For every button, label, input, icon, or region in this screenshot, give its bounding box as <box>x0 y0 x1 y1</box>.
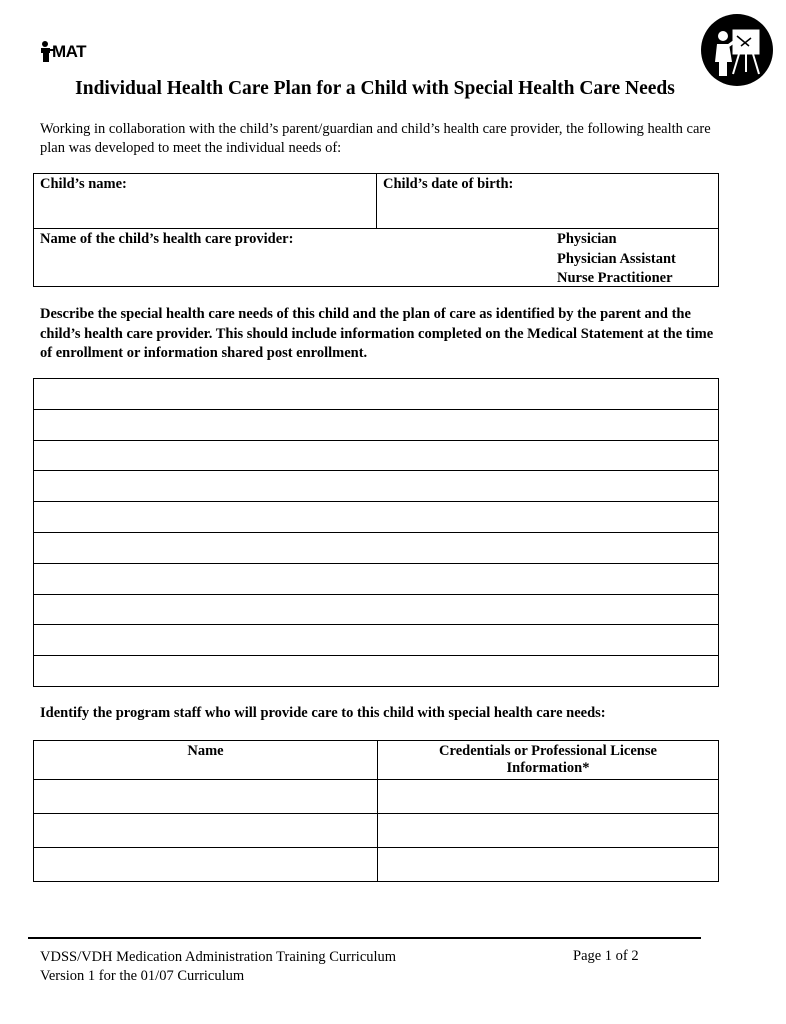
table-row <box>34 780 719 814</box>
child-name-label: Child’s name: <box>40 176 127 192</box>
care-plan-line[interactable] <box>34 563 719 594</box>
provider-type-physician-assistant[interactable]: Physician Assistant <box>557 250 676 267</box>
staff-table <box>33 740 719 882</box>
child-name-field[interactable] <box>34 174 377 229</box>
provider-type-physician[interactable]: Physician <box>557 231 617 247</box>
credentials-header-text: Credentials or Professional License Information* <box>439 743 657 776</box>
care-plan-line[interactable] <box>34 502 719 533</box>
table-row <box>34 814 719 848</box>
staff-credentials-cell[interactable] <box>378 814 719 848</box>
care-plan-line[interactable] <box>34 594 719 625</box>
mat-logo <box>40 40 100 64</box>
logo-text: MAT <box>52 42 87 61</box>
care-plan-line[interactable] <box>34 440 719 471</box>
footer-curriculum: VDSS/VDH Medication Administration Training Curriculum <box>40 949 397 965</box>
provider-name-label: Name of the child’s health care provider: <box>40 231 294 247</box>
care-plan-line[interactable] <box>34 625 719 656</box>
care-plan-line[interactable] <box>34 656 719 687</box>
staff-credentials-header <box>378 741 719 780</box>
staff-name-cell[interactable] <box>34 780 378 814</box>
staff-name-cell[interactable] <box>34 814 378 848</box>
describe-instructions: Describe the special health care needs of this child and the plan of care as identified by the parent and the child’s health care provider. This should include information completed on the Medical Statement at the time of enrollment or information shared post enrollment. <box>40 306 714 361</box>
care-plan-line[interactable] <box>34 532 719 563</box>
child-dob-label: Child’s date of birth: <box>383 176 514 192</box>
page-number: Page 1 of 2 <box>573 948 639 964</box>
footer-divider <box>28 937 701 939</box>
care-plan-line[interactable] <box>34 379 719 410</box>
staff-credentials-cell[interactable] <box>378 780 719 814</box>
staff-name-header: Name <box>34 741 378 780</box>
provider-type-list <box>557 230 676 289</box>
staff-name-cell[interactable] <box>34 848 378 882</box>
care-plan-line[interactable] <box>34 409 719 440</box>
care-plan-lines-table <box>33 378 719 687</box>
identify-staff-instructions: Identify the program staff who will provide care to this child with special health care needs: <box>40 705 606 721</box>
footer-version: Version 1 for the 01/07 Curriculum <box>40 967 245 984</box>
care-plan-line[interactable] <box>34 471 719 502</box>
provider-type-nurse-practitioner[interactable]: Nurse Practitioner <box>557 270 673 286</box>
footer-info <box>40 948 396 985</box>
page-title: Individual Health Care Plan for a Child with Special Health Care Needs <box>75 78 675 99</box>
staff-credentials-cell[interactable] <box>378 848 719 882</box>
table-row <box>34 848 719 882</box>
child-dob-field[interactable] <box>377 174 719 229</box>
teacher-emblem-icon <box>699 12 775 88</box>
intro-paragraph: Working in collaboration with the child’s parent/guardian and child’s health care provider, the following health care plan was developed to meet the individual needs of: <box>40 121 711 156</box>
